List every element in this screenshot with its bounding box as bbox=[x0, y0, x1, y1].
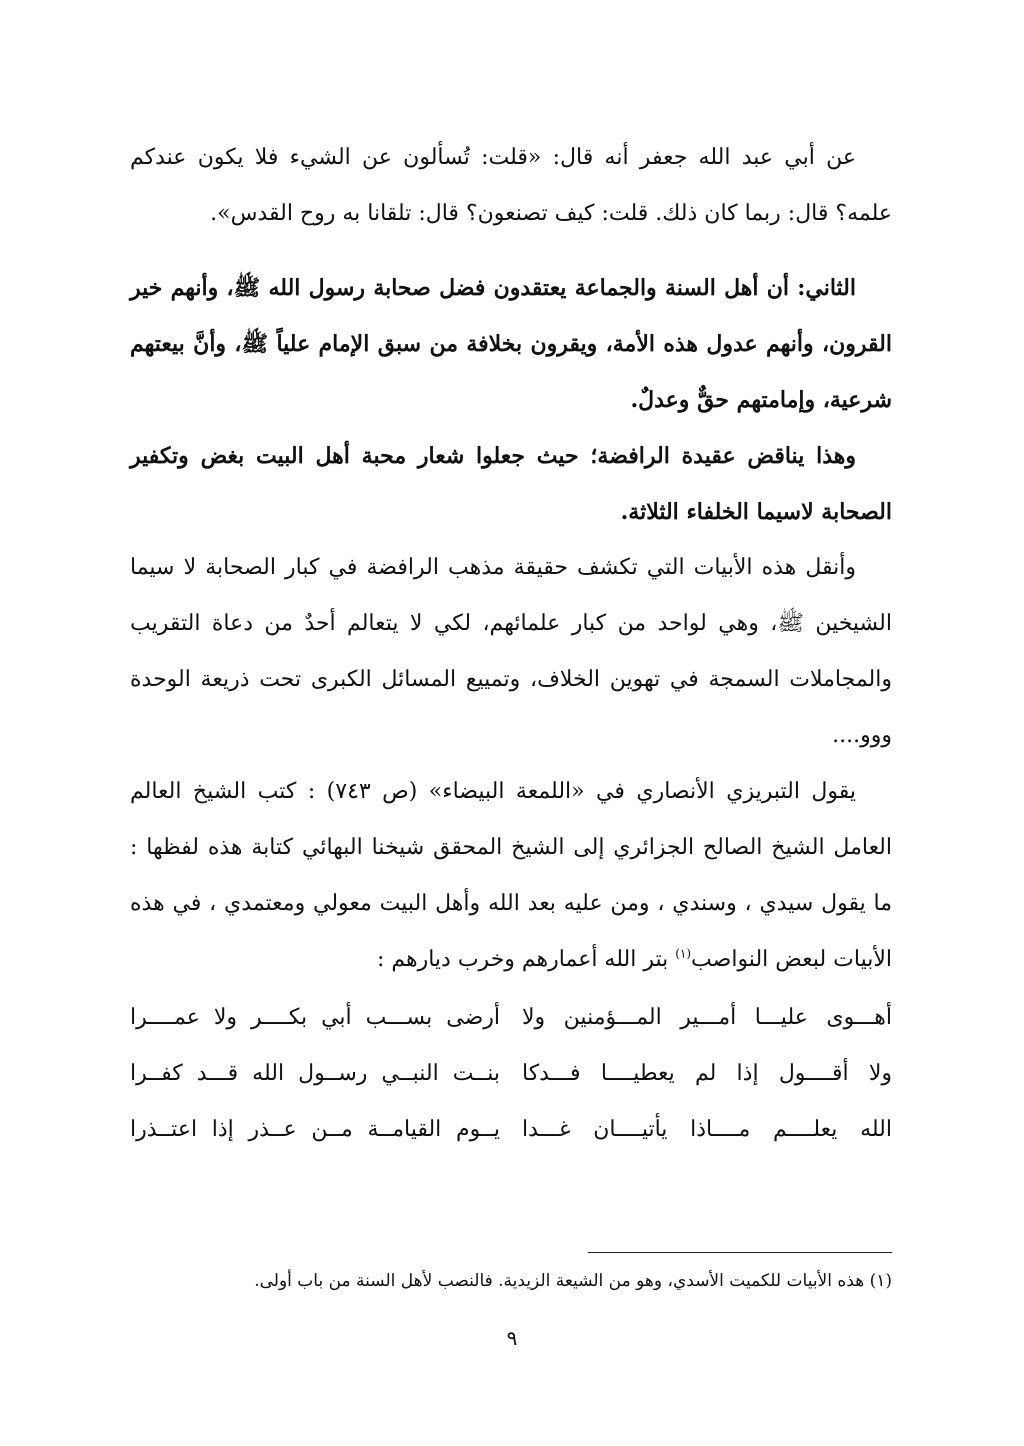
footnote-separator bbox=[588, 1252, 892, 1253]
verse-first-hemistich: أهـــوى عليـــا أمـــير المـــؤمنين ولا bbox=[522, 1005, 892, 1030]
paragraph-4: وأنقل هذه الأبيات التي تكشف حقيقة مذهب الرافضة في كبار الصحابة لا سيما الشيخين ﷺ، وهي لواحد من كبار علمائهم، لكي لا يتعالم أحدٌ من دعاة التقريب والمجاملات السمجة في تهوين الخلاف، وتمييع المسائل الكبرى تحت ذريعة الوحدة ووو.... bbox=[130, 555, 892, 748]
footnote-marker[interactable]: (١) bbox=[675, 946, 692, 961]
verse-second-hemistich: يــوم القيامــة مــن عــذر إذا اعتــذرا bbox=[130, 1117, 500, 1142]
verse-line bbox=[130, 1046, 892, 1102]
paragraph-5-text: يقول التبريزي الأنصاري في «اللمعة البيضاء» (ص ٧٤٣) : كتب الشيخ العالم العامل الشيخ الصالح الجزائري إلى الشيخ المحقق شيخنا البهائي كتابة هذه لفظها : ما يقول سيدي ، وسندي ، ومن عليه بعد الله وأهل البيت معولي ومعتمدي ، في هذه الأبيات لبعض النواصب bbox=[130, 779, 892, 972]
verse-first-hemistich: ولا أقــــول إذا لم يعطيــــا فـــدكا bbox=[522, 1061, 892, 1086]
verse-second-hemistich: أرضى بســـب أبي بكــــر ولا عمــــرا bbox=[130, 1005, 500, 1030]
verse-line bbox=[130, 990, 892, 1046]
poem-verses bbox=[130, 990, 892, 1158]
page-number: ٩ bbox=[506, 1326, 518, 1350]
verse-line bbox=[130, 1102, 892, 1158]
paragraph-2: الثاني: أن أهل السنة والجماعة يعتقدون فضل صحابة رسول الله ﷺ، وأنهم خير القرون، وأنهم عدول هذه الأمة، ويقرون بخلافة من سبق الإمام علياً ﷺ، وأنَّ بيعتهم شرعية، وإمامتهم حقٌّ وعدلٌ. bbox=[130, 275, 892, 413]
main-text bbox=[130, 130, 892, 1158]
paragraph-5-tail: بتر الله أعمارهم وخرب ديارهم : bbox=[376, 947, 676, 972]
paragraph-5 bbox=[130, 764, 892, 988]
footnote: (١) هذه الأبيات للكميت الأسدي، وهو من الشيعة الزيدية. فالنصب لأهل السنة من باب أولى. bbox=[254, 1271, 892, 1291]
paragraph-1: عن أبي عبد الله جعفر أنه قال: «قلت: تُسألون عن الشيء فلا يكون عندكم علمه؟ قال: ربما كان ذلك. قلت: كيف تصنعون؟ قال: تلقانا به روح القدس». bbox=[130, 145, 892, 226]
verse-second-hemistich: بنــت النبــي رســول الله قـــد كفــرا bbox=[130, 1061, 500, 1086]
paragraph-3: وهذا يناقض عقيدة الرافضة؛ حيث جعلوا شعار محبة أهل البيت بغض وتكفير الصحابة لاسيما الخلفاء الثلاثة. bbox=[130, 443, 892, 525]
verse-first-hemistich: الله يعلــــم مــــاذا يأتيــــان غـــدا bbox=[522, 1117, 892, 1142]
